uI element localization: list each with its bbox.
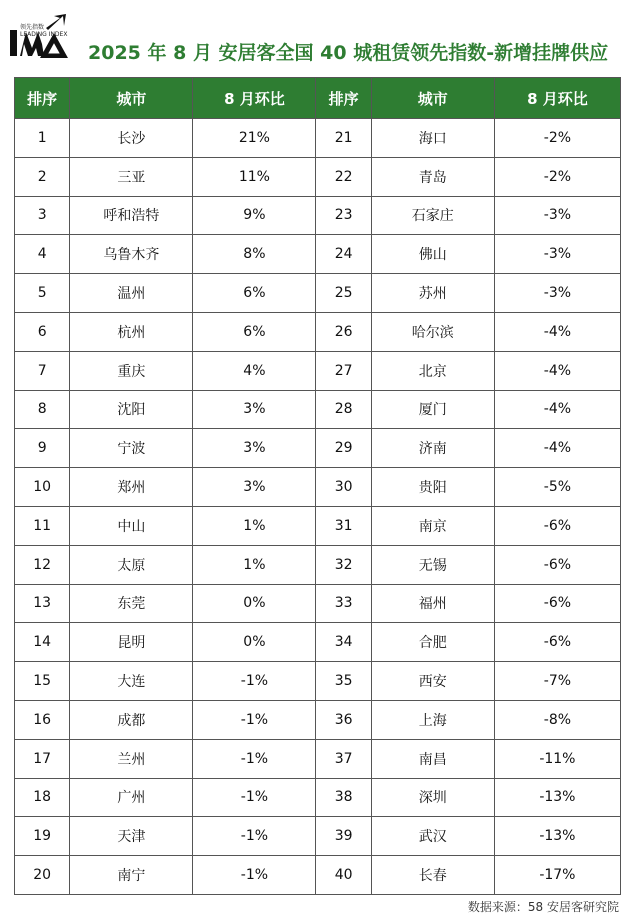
cell-rank-left: 14 [15, 623, 70, 662]
table-row [15, 739, 621, 778]
table-row [15, 817, 621, 856]
ranking-table [14, 77, 621, 895]
cell-rank-left: 12 [15, 545, 70, 584]
cell-city-right: 武汉 [371, 817, 494, 856]
cell-rank-right: 36 [316, 700, 371, 739]
cell-city-right: 深圳 [371, 778, 494, 817]
cell-mom-left: 1% [193, 545, 316, 584]
cell-mom-left: -1% [193, 700, 316, 739]
cell-city-right: 南昌 [371, 739, 494, 778]
cell-rank-right: 34 [316, 623, 371, 662]
cell-mom-right: -3% [494, 274, 620, 313]
cell-rank-left: 13 [15, 584, 70, 623]
cell-rank-left: 8 [15, 390, 70, 429]
data-source-note: 数据来源：58 安居客研究院 [467, 900, 619, 914]
cell-mom-right: -6% [494, 623, 620, 662]
cell-mom-left: 0% [193, 623, 316, 662]
cell-city-left: 太原 [70, 545, 193, 584]
cell-city-left: 乌鲁木齐 [70, 235, 193, 274]
cell-mom-right: -17% [494, 856, 620, 895]
cell-rank-left: 15 [15, 662, 70, 701]
cell-mom-right: -2% [494, 119, 620, 158]
cell-city-right: 济南 [371, 429, 494, 468]
cell-rank-left: 18 [15, 778, 70, 817]
cell-city-left: 杭州 [70, 312, 193, 351]
cell-city-left: 南宁 [70, 856, 193, 895]
cell-mom-right: -3% [494, 196, 620, 235]
cell-rank-right: 37 [316, 739, 371, 778]
table-row [15, 584, 621, 623]
cell-city-left: 大连 [70, 662, 193, 701]
cell-rank-right: 33 [316, 584, 371, 623]
cell-mom-right: -4% [494, 312, 620, 351]
cell-mom-right: -3% [494, 235, 620, 274]
cell-city-right: 福州 [371, 584, 494, 623]
page-title: 2025 年 8 月 安居客全国 40 城租赁领先指数-新增挂牌供应 [88, 42, 609, 64]
cell-city-left: 天津 [70, 817, 193, 856]
cell-rank-right: 22 [316, 157, 371, 196]
cell-rank-left: 5 [15, 274, 70, 313]
cell-mom-left: -1% [193, 662, 316, 701]
table-row [15, 778, 621, 817]
cell-rank-right: 32 [316, 545, 371, 584]
cell-mom-left: 6% [193, 312, 316, 351]
cell-city-right: 厦门 [371, 390, 494, 429]
cell-mom-right: -8% [494, 700, 620, 739]
cell-mom-right: -13% [494, 778, 620, 817]
cell-rank-left: 10 [15, 468, 70, 507]
cell-city-left: 呼和浩特 [70, 196, 193, 235]
cell-rank-right: 23 [316, 196, 371, 235]
cell-mom-right: -6% [494, 584, 620, 623]
logo-caption-line2: LEADING INDEX [20, 31, 68, 38]
table-header-row [15, 78, 621, 119]
cell-rank-left: 19 [15, 817, 70, 856]
cell-rank-right: 29 [316, 429, 371, 468]
cell-rank-right: 38 [316, 778, 371, 817]
cell-city-left: 温州 [70, 274, 193, 313]
cell-mom-left: -1% [193, 856, 316, 895]
header-city-left: 城市 [70, 78, 193, 119]
table-row [15, 856, 621, 895]
cell-mom-right: -5% [494, 468, 620, 507]
table-row [15, 545, 621, 584]
cell-city-right: 南京 [371, 506, 494, 545]
header-mom-left: 8 月环比 [193, 78, 316, 119]
cell-mom-left: 9% [193, 196, 316, 235]
cell-city-left: 兰州 [70, 739, 193, 778]
header-mom-right: 8 月环比 [494, 78, 620, 119]
cell-city-left: 三亚 [70, 157, 193, 196]
cell-rank-left: 16 [15, 700, 70, 739]
table-row [15, 196, 621, 235]
cell-mom-right: -2% [494, 157, 620, 196]
table-row [15, 506, 621, 545]
header-city-right: 城市 [371, 78, 494, 119]
cell-mom-left: -1% [193, 817, 316, 856]
cell-rank-right: 40 [316, 856, 371, 895]
cell-city-left: 郑州 [70, 468, 193, 507]
cell-mom-right: -4% [494, 429, 620, 468]
cell-mom-right: -6% [494, 545, 620, 584]
cell-city-right: 无锡 [371, 545, 494, 584]
logo-caption [20, 24, 67, 38]
header-rank-right: 排序 [316, 78, 371, 119]
cell-mom-left: 6% [193, 274, 316, 313]
table-row [15, 623, 621, 662]
cell-mom-left: 4% [193, 351, 316, 390]
cell-rank-right: 24 [316, 235, 371, 274]
cell-rank-left: 4 [15, 235, 70, 274]
cell-mom-left: 0% [193, 584, 316, 623]
cell-mom-left: 11% [193, 157, 316, 196]
cell-mom-right: -11% [494, 739, 620, 778]
cell-rank-left: 17 [15, 739, 70, 778]
cell-city-left: 广州 [70, 778, 193, 817]
cell-mom-left: -1% [193, 739, 316, 778]
cell-mom-left: 3% [193, 468, 316, 507]
cell-mom-right: -4% [494, 390, 620, 429]
cell-city-left: 长沙 [70, 119, 193, 158]
cell-rank-right: 27 [316, 351, 371, 390]
cell-mom-left: 21% [193, 119, 316, 158]
cell-rank-left: 9 [15, 429, 70, 468]
cell-city-right: 海口 [371, 119, 494, 158]
cell-city-right: 合肥 [371, 623, 494, 662]
cell-rank-right: 39 [316, 817, 371, 856]
cell-city-right: 贵阳 [371, 468, 494, 507]
cell-rank-left: 6 [15, 312, 70, 351]
cell-city-left: 东莞 [70, 584, 193, 623]
table-row [15, 662, 621, 701]
logo-caption-line1: 领先指数 [20, 24, 45, 31]
cell-rank-left: 11 [15, 506, 70, 545]
table-row [15, 157, 621, 196]
cell-rank-left: 20 [15, 856, 70, 895]
cell-rank-right: 26 [316, 312, 371, 351]
cell-city-right: 西安 [371, 662, 494, 701]
cell-city-right: 佛山 [371, 235, 494, 274]
cell-mom-left: 8% [193, 235, 316, 274]
cell-mom-left: -1% [193, 778, 316, 817]
cell-rank-left: 2 [15, 157, 70, 196]
cell-city-left: 重庆 [70, 351, 193, 390]
table-row [15, 312, 621, 351]
cell-mom-left: 3% [193, 429, 316, 468]
header-rank-left: 排序 [15, 78, 70, 119]
cell-rank-right: 21 [316, 119, 371, 158]
cell-city-left: 沈阳 [70, 390, 193, 429]
cell-rank-right: 35 [316, 662, 371, 701]
cell-city-left: 成都 [70, 700, 193, 739]
cell-city-right: 上海 [371, 700, 494, 739]
cell-city-right: 北京 [371, 351, 494, 390]
cell-city-right: 石家庄 [371, 196, 494, 235]
cell-city-left: 昆明 [70, 623, 193, 662]
cell-rank-right: 28 [316, 390, 371, 429]
cell-city-right: 青岛 [371, 157, 494, 196]
cell-rank-right: 30 [316, 468, 371, 507]
table-row [15, 274, 621, 313]
table-row [15, 468, 621, 507]
cell-mom-right: -7% [494, 662, 620, 701]
table-row [15, 429, 621, 468]
cell-city-left: 宁波 [70, 429, 193, 468]
table-row [15, 119, 621, 158]
cell-city-right: 长春 [371, 856, 494, 895]
cell-rank-right: 31 [316, 506, 371, 545]
table-body [15, 119, 621, 895]
cell-city-right: 哈尔滨 [371, 312, 494, 351]
cell-mom-right: -4% [494, 351, 620, 390]
cell-mom-left: 3% [193, 390, 316, 429]
cell-rank-left: 3 [15, 196, 70, 235]
table-row [15, 700, 621, 739]
cell-mom-right: -13% [494, 817, 620, 856]
cell-city-left: 中山 [70, 506, 193, 545]
table-row [15, 390, 621, 429]
brand-logo [8, 10, 68, 58]
cell-rank-left: 7 [15, 351, 70, 390]
cell-rank-right: 25 [316, 274, 371, 313]
table-row [15, 351, 621, 390]
cell-city-right: 苏州 [371, 274, 494, 313]
table-row [15, 235, 621, 274]
cell-rank-left: 1 [15, 119, 70, 158]
cell-mom-right: -6% [494, 506, 620, 545]
cell-mom-left: 1% [193, 506, 316, 545]
